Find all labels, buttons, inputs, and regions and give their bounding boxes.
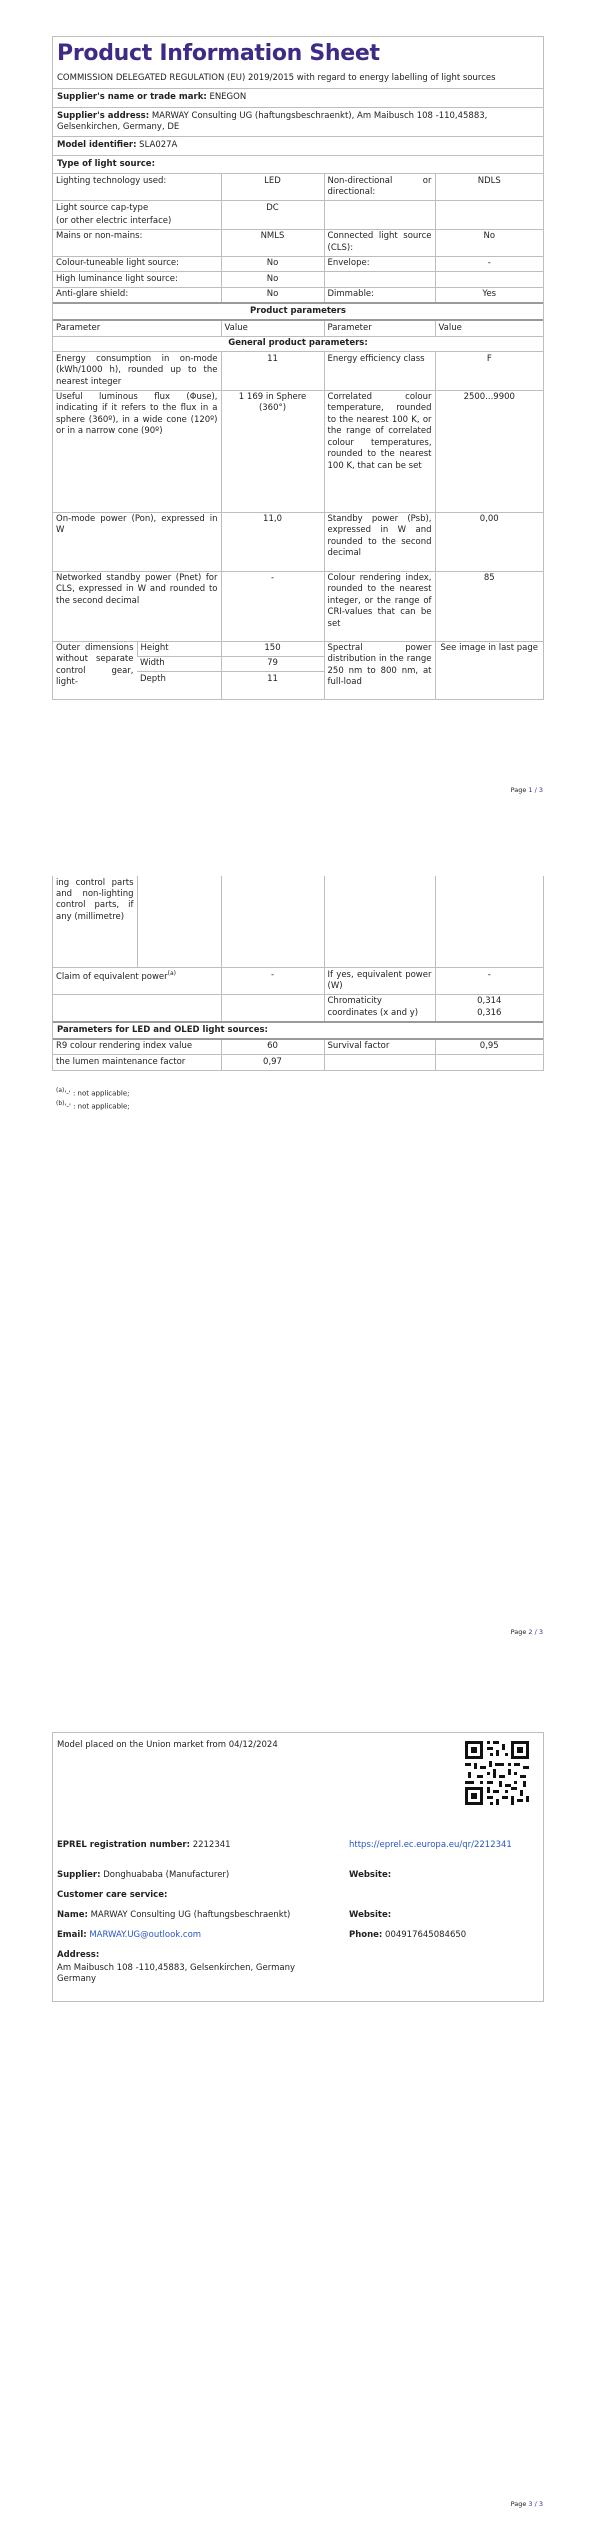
product-parameters-heading: Product parameters <box>53 302 543 319</box>
table-row <box>53 512 543 571</box>
table-row <box>53 272 543 287</box>
supplier-label: Supplier: <box>57 1870 101 1880</box>
page-footer <box>511 1628 543 1636</box>
type-label: Connected light source (CLS): <box>324 229 435 256</box>
page-1 <box>0 0 595 810</box>
claim-label-text: Claim of equivalent power <box>56 971 168 982</box>
type-value <box>435 216 543 229</box>
supplier-address-value: MARWAY Consulting UG (haftungsbeschraenkt), Am Maibusch 108 -110,45883, Gelsenkirchen, Germany, DE <box>57 110 488 132</box>
chromaticity-y: 0,316 <box>477 1007 502 1018</box>
type-label <box>324 201 435 216</box>
care-website-label: Website: <box>349 1910 392 1920</box>
footnote <box>56 1086 130 1099</box>
footnote <box>56 1099 130 1112</box>
model-identifier-value: SLA027A <box>139 140 178 151</box>
care-email-link[interactable]: MARWAY.UG@outlook.com <box>89 1930 202 1940</box>
type-value: No <box>435 229 543 256</box>
supplier-website-label: Website: <box>349 1870 392 1880</box>
table-row <box>53 256 543 271</box>
care-name-row <box>57 1910 290 1921</box>
table-row <box>53 174 543 201</box>
dimensions-label: Outer dimensions without separate control gear, light- <box>53 641 137 699</box>
care-phone-row <box>349 1930 466 1941</box>
care-phone-value: 004917645084650 <box>385 1930 467 1940</box>
claim-label <box>53 968 221 995</box>
led-param-value: 0,95 <box>435 1039 543 1055</box>
empty-cell <box>221 994 324 1020</box>
led-param-value <box>435 1055 543 1070</box>
footnote-text: '-' : not applicable; <box>64 1102 130 1111</box>
type-value <box>221 216 324 229</box>
page-word: Page <box>510 1628 527 1636</box>
column-header-parameter: Parameter <box>324 320 435 336</box>
column-header-value: Value <box>435 320 543 336</box>
param-value: 1 169 in Sphere (360°) <box>221 390 324 512</box>
footnotes <box>56 1086 130 1113</box>
footnote-marker: (b) <box>56 1100 65 1108</box>
param-label: Standby power (Psb), expressed in W and rounded to the second decimal <box>324 512 435 571</box>
type-label <box>324 216 435 229</box>
chromaticity-label: Chromaticity coordinates (x and y) <box>324 994 435 1020</box>
supplier-name-row <box>53 88 543 106</box>
column-header-value: Value <box>221 320 324 336</box>
dimension-value: 79 <box>221 656 324 671</box>
table-row <box>53 287 543 302</box>
dimension-value: 11 <box>221 672 324 700</box>
type-value: NMLS <box>221 229 324 256</box>
param-value: 2500...9900 <box>435 390 543 512</box>
type-label: Non-directional or directional: <box>324 174 435 201</box>
supplier-value: Donghuababa (Manufacturer) <box>103 1870 230 1880</box>
supplier-row <box>57 1870 229 1881</box>
param-value: 85 <box>435 571 543 641</box>
type-value: NDLS <box>435 174 543 201</box>
param-value: 11 <box>221 352 324 390</box>
qr-code-icon <box>463 1739 531 1807</box>
page-number: 3 / 3 <box>528 2500 543 2508</box>
table-row <box>53 1055 543 1070</box>
led-param-label: R9 colour rendering index value <box>53 1039 221 1055</box>
care-name-label: Name: <box>57 1910 88 1920</box>
type-label: Anti-glare shield: <box>53 287 221 302</box>
equivalent-power-value: - <box>435 968 543 995</box>
type-label: Colour-tuneable light source: <box>53 256 221 271</box>
type-label: Mains or non-mains: <box>53 229 221 256</box>
param-value: - <box>221 571 324 641</box>
param-value: 11,0 <box>221 512 324 571</box>
dimension-name: Depth <box>137 672 221 700</box>
page-footer <box>511 2500 543 2508</box>
page-title: Product Information Sheet <box>57 41 380 66</box>
page-2 <box>0 870 595 1670</box>
spectral-label: Spectral power distribution in the range 250 nm to 800 nm, at full-load <box>324 641 435 699</box>
chromaticity-x: 0,314 <box>477 996 502 1007</box>
empty-cell <box>53 994 221 1020</box>
type-value: No <box>221 287 324 302</box>
general-parameters-heading: General product parameters: <box>53 336 543 351</box>
type-value: No <box>221 256 324 271</box>
spectral-value-continued <box>435 876 543 968</box>
dimensions-label-continued: ing control parts and non-lighting control parts, if any (millimetre) <box>56 877 134 922</box>
param-label: Energy efficiency class <box>324 352 435 390</box>
spectral-value: See image in last page <box>435 641 543 699</box>
type-value <box>435 272 543 287</box>
table-row <box>53 571 543 641</box>
param-label: Energy consumption in on-mode (kWh/1000 h), rounded up to the nearest integer <box>53 352 221 390</box>
dimension-name: Width <box>137 656 221 671</box>
type-value: LED <box>221 174 324 201</box>
dimension-name <box>137 876 221 968</box>
page-footer <box>511 786 543 794</box>
type-label: Lighting technology used: <box>53 174 221 201</box>
param-label: Colour rendering index, rounded to the nearest integer, or the range of CRI-values that can be set <box>324 571 435 641</box>
page-word: Page <box>510 786 527 794</box>
type-value <box>435 201 543 216</box>
care-name-value: MARWAY Consulting UG (haftungsbeschraenkt) <box>90 1910 291 1920</box>
care-email-row <box>57 1930 201 1941</box>
parameters-table-continued <box>53 876 543 1021</box>
table-row <box>53 229 543 256</box>
market-date: Model placed on the Union market from 04/12/2024 <box>57 1740 278 1750</box>
model-identifier-label: Model identifier: <box>57 140 137 151</box>
param-value: F <box>435 352 543 390</box>
led-param-label <box>324 1055 435 1070</box>
dimension-name: Height <box>137 641 221 656</box>
claim-footnote-marker: (a) <box>167 969 177 977</box>
table-row <box>53 216 543 229</box>
table-row <box>53 641 543 656</box>
type-label <box>324 272 435 287</box>
param-label: Useful luminous flux (Φuse), indicating if it refers to the flux in a sphere (360º), in a wide cone (120º) or in a narrow cone (90º) <box>53 390 221 512</box>
page-1-frame <box>52 36 544 700</box>
qr-code[interactable] <box>463 1739 531 1807</box>
dimension-value <box>221 876 324 968</box>
care-address-value: Am Maibusch 108 -110,45883, Gelsenkirchen, Germany Germany <box>57 1963 295 1985</box>
type-label: High luminance light source: <box>53 272 221 287</box>
led-param-value: 60 <box>221 1039 324 1055</box>
table-row <box>53 994 543 1020</box>
table-row <box>53 352 543 390</box>
care-phone-label: Phone: <box>349 1930 383 1940</box>
param-label: Networked standby power (Pnet) for CLS, expressed in W and rounded to the second decimal <box>53 571 221 641</box>
footnote-text: '-' : not applicable; <box>64 1089 130 1098</box>
column-header-parameter: Parameter <box>53 320 221 336</box>
table-row <box>53 336 543 351</box>
model-identifier-row <box>53 136 543 154</box>
led-param-label: Survival factor <box>324 1039 435 1055</box>
type-value: DC <box>221 201 324 216</box>
led-param-label: the lumen maintenance factor <box>53 1055 221 1070</box>
chromaticity-value <box>435 994 543 1020</box>
dimension-value: 150 <box>221 641 324 656</box>
table-row <box>53 201 543 216</box>
eprel-label: EPREL registration number: <box>57 1840 190 1850</box>
type-of-light-source-heading: Type of light source: <box>53 155 543 173</box>
parameters-table <box>53 319 543 699</box>
page-word: Page <box>510 2500 527 2508</box>
table-row <box>53 968 543 995</box>
supplier-name-label: Supplier's name or trade mark: <box>57 92 207 103</box>
table-row <box>53 390 543 512</box>
claim-value: - <box>221 968 324 995</box>
param-value: 0,00 <box>435 512 543 571</box>
regulation-text: COMMISSION DELEGATED REGULATION (EU) 2019/2015 with regard to energy labelling of light sources <box>57 72 496 83</box>
supplier-address-label: Supplier's address: <box>57 110 150 121</box>
page-3-frame <box>52 1732 544 2002</box>
page-number: 1 / 3 <box>528 786 543 794</box>
table-header-row <box>53 320 543 336</box>
page-number: 2 / 3 <box>528 1628 543 1636</box>
type-table <box>53 173 543 302</box>
equivalent-power-label: If yes, equivalent power (W) <box>324 968 435 995</box>
led-param-value: 0,97 <box>221 1055 324 1070</box>
footnote-marker: (a) <box>56 1087 65 1094</box>
page-2-frame <box>52 876 544 1071</box>
page-3 <box>0 1680 595 2523</box>
eprel-registration <box>57 1840 231 1851</box>
type-value: No <box>221 272 324 287</box>
type-label: Light source cap-type <box>53 201 221 216</box>
param-label: Correlated colour temperature, rounded to the nearest 100 K, or the range of correlated colour temperatures, rounded to the nearest 100 K, that can be set <box>324 390 435 512</box>
type-label: Envelope: <box>324 256 435 271</box>
type-label: (or other electric interface) <box>56 215 172 226</box>
supplier-address-row <box>53 107 543 137</box>
table-row <box>53 1039 543 1055</box>
type-value: - <box>435 256 543 271</box>
eprel-link[interactable]: https://eprel.ec.europa.eu/qr/2212341 <box>349 1840 512 1850</box>
led-parameters-heading: Parameters for LED and OLED light sources: <box>53 1021 543 1038</box>
type-label: Dimmable: <box>324 287 435 302</box>
care-email-label: Email: <box>57 1930 87 1940</box>
customer-care-heading: Customer care service: <box>57 1890 168 1900</box>
spectral-label-continued <box>324 876 435 968</box>
type-value: Yes <box>435 287 543 302</box>
care-address-label: Address: <box>57 1950 100 1960</box>
supplier-name-value: ENEGON <box>209 92 247 103</box>
eprel-value: 2212341 <box>192 1840 231 1850</box>
led-parameters-table <box>53 1038 543 1070</box>
param-label: On-mode power (Pon), expressed in W <box>53 512 221 571</box>
table-row <box>53 876 543 968</box>
